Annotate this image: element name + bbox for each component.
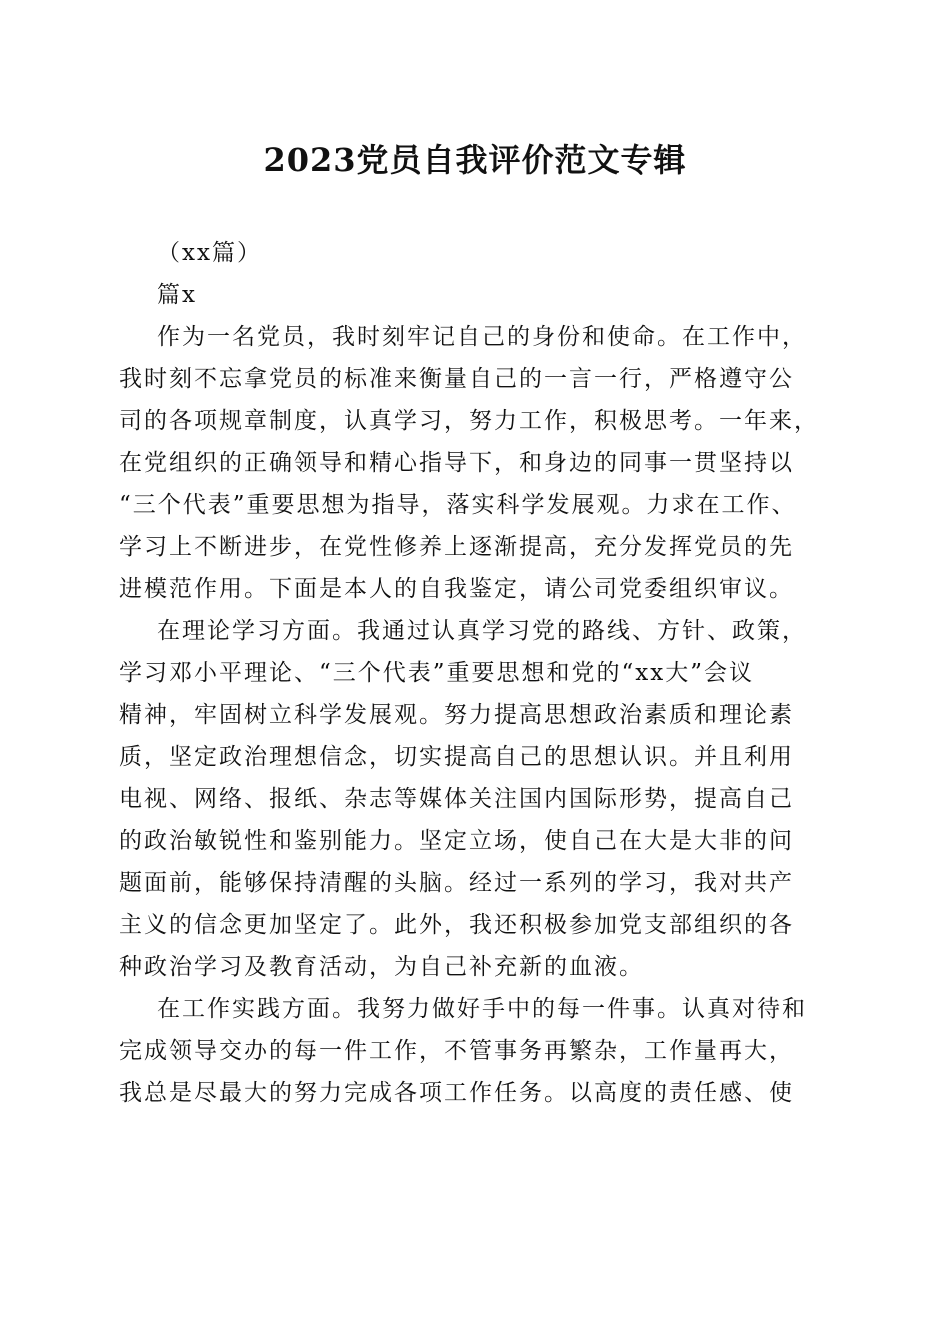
paragraph-line: 在党组织的正确领导和精心指导下，和身边的同事一贯坚持以 [119,450,794,476]
paragraph-line: 电视、网络、报纸、杂志等媒体关注国内国际形势，提高自己 [119,786,794,812]
paragraph-line: 题面前，能够保持清醒的头脑。经过一系列的学习，我对共产 [119,870,794,896]
paragraph-line: 主义的信念更加坚定了。此外，我还积极参加党支部组织的各 [119,912,794,938]
document-body [119,232,829,1114]
paragraph-line: 司的各项规章制度，认真学习，努力工作，积极思考。一年来， [119,408,819,434]
paragraph-line: 学习邓小平理论、“三个代表”重要思想和党的“xx大”会议 [119,660,754,686]
paragraph-line: 的政治敏锐性和鉴别能力。坚定立场，使自己在大是大非的问 [119,828,794,854]
document-title: 2023党员自我评价范文专辑 [263,141,687,179]
section-heading: 篇x [157,282,197,308]
paragraph-line: 完成领导交办的每一件工作，不管事务再繁杂，工作量再大， [119,1038,794,1064]
subtitle: （xx篇） [157,240,262,266]
paragraph-line: 我时刻不忘拿党员的标准来衡量自己的一言一行，严格遵守公 [119,366,794,392]
paragraph-line: 在工作实践方面。我努力做好手中的每一件事。认真对待和 [157,996,807,1022]
paragraph-line: “三个代表”重要思想为指导，落实科学发展观。力求在工作、 [119,492,797,518]
paragraph-line: 进模范作用。下面是本人的自我鉴定，请公司党委组织审议。 [119,576,794,602]
paragraph-line: 种政治学习及教育活动，为自己补充新的血液。 [119,954,644,980]
paragraph-line: 学习上不断进步，在党性修养上逐渐提高，充分发挥党员的先 [119,534,794,560]
paragraph-line: 质，坚定政治理想信念，切实提高自己的思想认识。并且利用 [119,744,794,770]
paragraph-line: 我总是尽最大的努力完成各项工作任务。以高度的责任感、使 [119,1080,794,1106]
paragraph-line: 在理论学习方面。我通过认真学习党的路线、方针、政策， [157,618,807,644]
paragraph-line: 作为一名党员，我时刻牢记自己的身份和使命。在工作中， [157,324,807,350]
paragraph-line: 精神，牢固树立科学发展观。努力提高思想政治素质和理论素 [119,702,794,728]
